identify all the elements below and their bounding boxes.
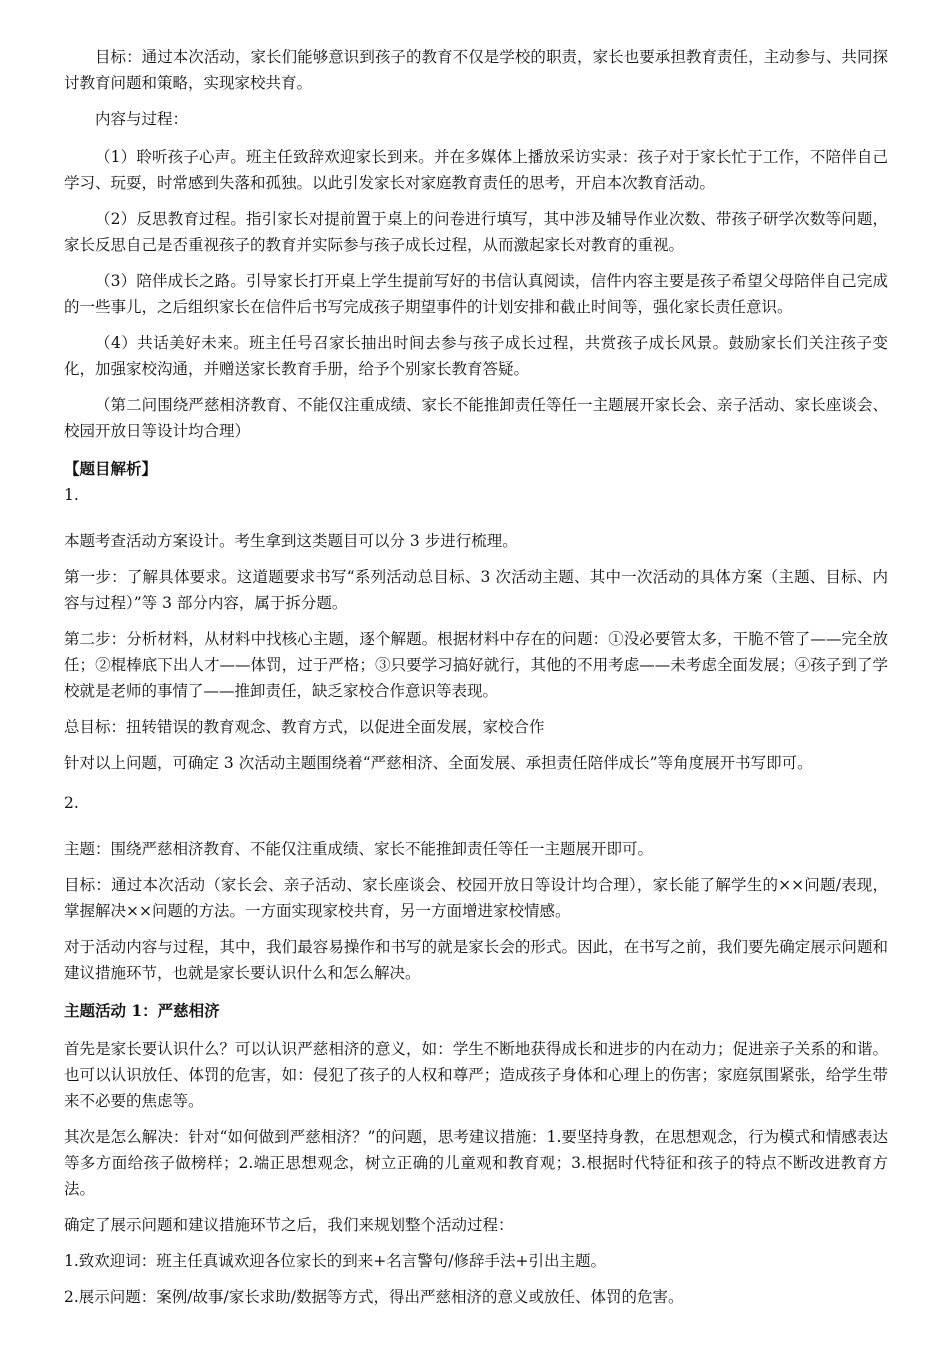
activity-1-heading: 主题活动 1：严慈相济	[64, 1001, 220, 1020]
question-1-label: 1.	[64, 486, 79, 504]
step-one-paragraph: 第一步：了解具体要求。这道题要求书写“系列活动总目标、3 次活动主题、其中一次活动的具体方案（主题、目标、内容与过程）”等 3 部分内容，属于拆分题。	[64, 568, 888, 612]
content-process-heading: 内容与过程：	[95, 110, 189, 128]
goal-paragraph: 目标：通过本次活动，家长们能够意识到孩子的教育不仅是学校的职责，家长也要承担教育责任，主动参与、共同探讨教育问题和策略，实现家校共育。	[64, 48, 888, 92]
theme-paragraph: 主题：围绕严慈相济教育、不能仅注重成绩、家长不能推卸责任等任一主题展开即可。	[64, 840, 654, 858]
recognize-paragraph: 首先是家长要认识什么？可以认识严慈相济的意义，如：学生不断地获得成长和进步的内在动力；促进亲子关系的和谐。也可以认识放任、体罚的危害，如：侵犯了孩子的人权和尊严；造成孩子身体和心理上的伤害；家庭氛围紧张，给学生带来不必要的焦虑等。	[64, 1040, 888, 1110]
solution-paragraph: 其次是怎么解决：针对“如何做到严慈相济？”的问题，思考建议措施：1.要坚持身教，在思想观念，行为模式和情感表达等多方面给孩子做榜样；2.端正思想观念，树立正确的儿童观和教育观；3.根据时代特征和孩子的特点不断改进教育方法。	[64, 1128, 888, 1198]
plan-intro-paragraph: 确定了展示问题和建议措施环节之后，我们来规划整个活动过程：	[64, 1216, 514, 1234]
document-page	[64, 44, 888, 1310]
show-problem-step: 2.展示问题：案例/故事/家长求助/数据等方式，得出严慈相济的意义或放任、体罚的危害。	[64, 1288, 684, 1306]
question-2-label: 2.	[64, 794, 79, 812]
analysis-heading: 【题目解析】	[64, 459, 158, 478]
step-1-paragraph: （1）聆听孩子心声。班主任致辞欢迎家长到来。并在多媒体上播放采访实录：孩子对于家长忙于工作，不陪伴自己学习、玩耍，时常感到失落和孤独。以此引发家长对家庭教育责任的思考，开启本次教育活动。	[64, 148, 888, 192]
objective-paragraph: 目标：通过本次活动（家长会、亲子活动、家长座谈会、校园开放日等设计均合理），家长能了解学生的××问题/表现，掌握解决××问题的方法。一方面实现家校共育，另一方面增进家校情感。	[64, 876, 888, 920]
step-4-paragraph: （4）共话美好未来。班主任号召家长抽出时间去参与孩子成长过程，共赏孩子成长风景。鼓励家长们关注孩子变化，加强家校沟通，并赠送家长教育手册，给予个别家长教育答疑。	[64, 334, 888, 378]
second-question-note: （第二问围绕严慈相济教育、不能仅注重成绩、家长不能推卸责任等任一主题展开家长会、亲子活动、家长座谈会、校园开放日等设计均合理）	[64, 396, 888, 440]
step-two-paragraph: 第二步：分析材料，从材料中找核心主题，逐个解题。根据材料中存在的问题：①没必要管太多，干脆不管了——完全放任；②棍棒底下出人才——体罚，过于严格；③只要学习搞好就行，其他的不用考虑——未考虑全面发展；④孩子到了学校就是老师的事情了——推卸责任，缺乏家校合作意识等表现。	[64, 630, 888, 700]
step-3-paragraph: （3）陪伴成长之路。引导家长打开桌上学生提前写好的书信认真阅读，信件内容主要是孩子希望父母陪伴自己完成的一些事儿，之后组织家长在信件后书写完成孩子期望事件的计划安排和截止时间等，强化家长责任意识。	[64, 272, 888, 316]
overall-goal-paragraph: 总目标：扭转错误的教育观念、教育方式，以促进全面发展，家校合作	[64, 718, 545, 736]
content-form-paragraph: 对于活动内容与过程，其中，我们最容易操作和书写的就是家长会的形式。因此，在书写之前，我们要先确定展示问题和建议措施环节，也就是家长要认识什么和怎么解决。	[64, 938, 888, 982]
themes-paragraph: 针对以上问题，可确定 3 次活动主题围绕着“严慈相济、全面发展、承担责任陪伴成长”等角度展开书写即可。	[64, 754, 813, 772]
step-2-paragraph: （2）反思教育过程。指引家长对提前置于桌上的问卷进行填写，其中涉及辅导作业次数、带孩子研学次数等问题，家长反思自己是否重视孩子的教育并实际参与孩子成长过程，从而激起家长对教育的重视。	[64, 210, 888, 254]
intro-paragraph: 本题考查活动方案设计。考生拿到这类题目可以分 3 步进行梳理。	[64, 532, 518, 550]
welcome-step: 1.致欢迎词：班主任真诚欢迎各位家长的到来+名言警句/修辞手法+引出主题。	[64, 1252, 606, 1270]
